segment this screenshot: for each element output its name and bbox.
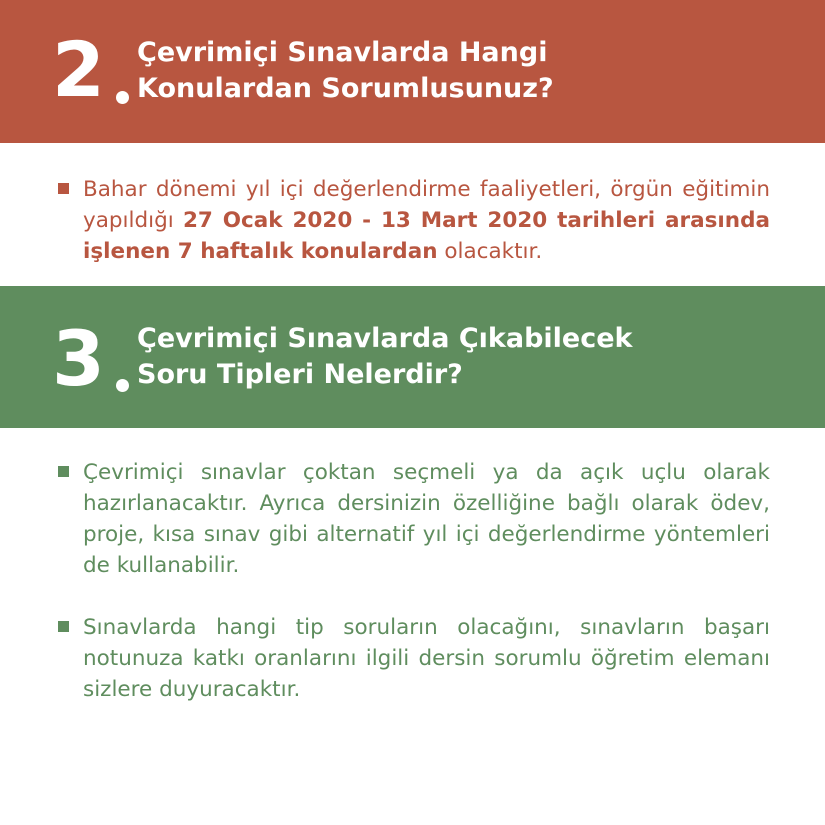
section-2-heading-line-1: Çevrimiçi Sınavlarda Hangi: [137, 37, 548, 68]
section-3-banner: [0, 286, 825, 428]
section-2-heading-line-2: Konulardan Sorumlusunuz?: [137, 73, 554, 104]
bullet-text-bold: 27 Ocak 2020 - 13 Mart 2020 tarihleri arasında işlenen 7 haftalık konulardan: [83, 208, 770, 264]
section-2-number: 2: [52, 25, 105, 114]
bullet-square-icon: [58, 183, 69, 194]
section-3-bullet-2-text: Sınavlarda hangi tip soruların olacağını, sınavların başarı notunuza katkı oranlarını ilgili dersin sorumlu öğretim elemanı sizlere duyuracaktır.: [83, 615, 770, 702]
section-3-number-dot: [116, 379, 129, 392]
section-3-bullet-1-text: Çevrimiçi sınavlar çoktan seçmeli ya da açık uçlu olarak hazırlanacaktır. Ayrıca dersinizin özelliğine bağlı olarak ödev, proje, kısa sınav gibi alternatif yıl içi değerlendirme yöntemleri de kullanabilir.: [83, 460, 770, 578]
section-3-heading-line-2: Soru Tipleri Nelerdir?: [137, 359, 463, 390]
section-3-heading-line-1: Çevrimiçi Sınavlarda Çıkabilecek: [137, 323, 633, 354]
bullet-text-part: olacaktır.: [437, 239, 543, 264]
bullet-square-icon: [58, 621, 69, 632]
section-3-bullet-2: [58, 612, 770, 705]
section-2-number-dot: [116, 91, 129, 104]
section-3-heading: [137, 321, 797, 393]
bullet-square-icon: [58, 466, 69, 477]
section-3-bullet-1: [58, 457, 770, 581]
section-2-bullet-text: [83, 174, 770, 267]
section-2-bullet: [58, 174, 770, 267]
section-2-banner: [0, 0, 825, 143]
section-2-heading: [137, 35, 797, 107]
bullet-text-part: Bahar dönemi yıl içi değerlendirme faaliyetleri, örgün eğitimin yapıldığı: [83, 177, 770, 233]
section-3-number: 3: [52, 314, 105, 403]
